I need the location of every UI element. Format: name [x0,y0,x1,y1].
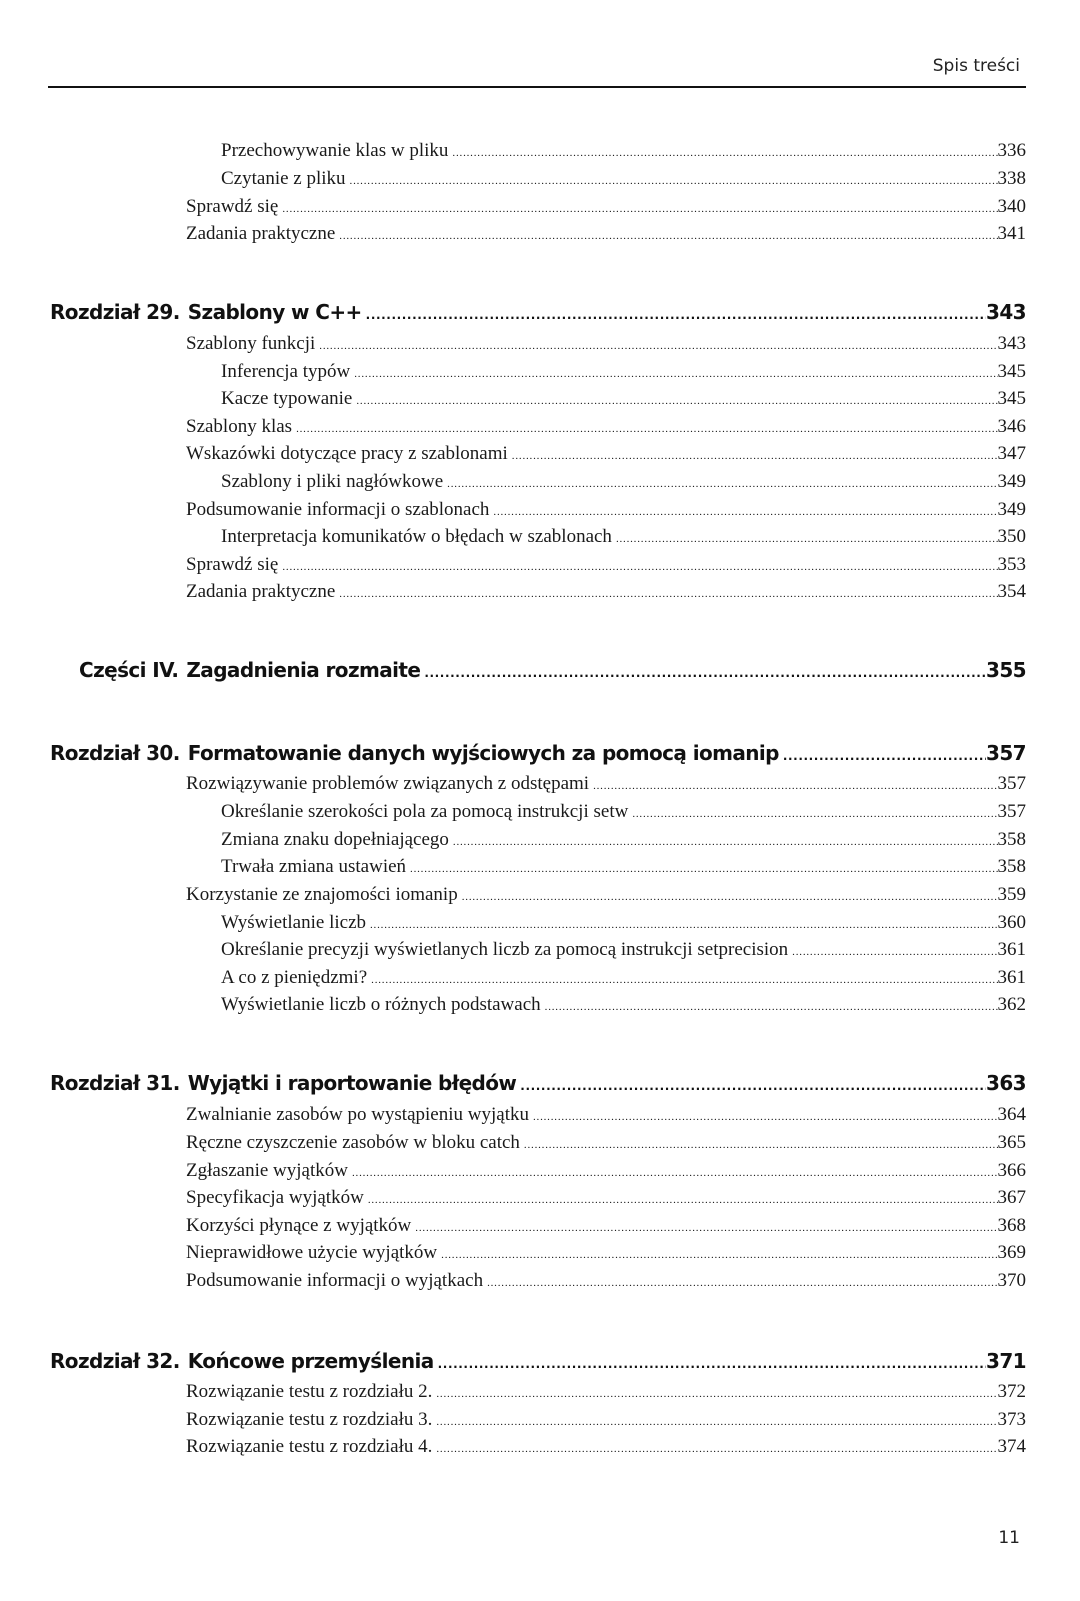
toc-entry-page: 349 [997,499,1026,520]
toc-entry-page: 347 [997,443,1026,464]
toc-entry[interactable] [186,416,1026,438]
toc-entry-title: Korzyści płynące z wyjątków [186,1215,412,1236]
dot-leader [424,658,986,678]
dot-leader [368,1187,998,1206]
toc-entry-title: Zadania praktyczne [186,223,336,244]
toc-entry[interactable] [186,1187,1026,1209]
toc-entry-page: 369 [997,1242,1026,1263]
toc-entry-page: 361 [997,967,1026,988]
toc-entry-title: Trwała zmiana ustawień [221,856,407,877]
toc-entry-page: 345 [997,361,1026,382]
dot-leader [319,333,997,352]
dot-leader [352,1160,998,1179]
toc-entry-title: Wyświetlanie liczb o różnych podstawach [221,994,541,1015]
toc-entry-page: 357 [997,773,1026,794]
dot-leader [415,1215,997,1234]
toc-entry-page: 374 [997,1436,1026,1457]
dot-leader [441,1242,997,1261]
toc-entry[interactable] [186,1160,1026,1182]
dot-leader [520,1071,986,1091]
toc-entry-title: Interpretacja komunikatów o błędach w szablonach [221,526,612,547]
toc-entry-title: Ręczne czyszczenie zasobów w bloku catch [186,1132,520,1153]
toc-entry-page: 343 [997,333,1026,354]
running-head: Spis treści [932,56,1020,76]
dot-leader [453,829,998,848]
dot-leader [512,443,998,462]
chapter-page: 357 [986,741,1026,765]
toc-entry-page: 357 [997,801,1026,822]
toc-entry[interactable] [221,912,1026,934]
dot-leader [356,388,997,407]
chapter-label: Rozdział 30. [50,741,180,765]
toc-entry-title: Wskazówki dotyczące pracy z szablonami [186,443,508,464]
toc-entry[interactable] [186,884,1026,906]
toc-entry-title: Rozwiązanie testu z rozdziału 2. [186,1381,433,1402]
dot-leader [371,967,997,986]
part-page: 355 [986,658,1026,682]
toc-entry-page: 349 [997,471,1026,492]
dot-leader [282,196,997,215]
toc-entry-page: 360 [997,912,1026,933]
toc-entry-title: Wyświetlanie liczb [221,912,366,933]
toc-entry[interactable] [186,581,1026,603]
dot-leader [616,526,998,545]
dot-leader [487,1270,997,1289]
dot-leader [545,994,998,1013]
chapter-title: Wyjątki i raportowanie błędów [187,1071,517,1095]
toc-entry-page: 370 [997,1270,1026,1291]
part-4-heading[interactable] [79,658,1026,682]
header-rule [48,86,1026,88]
dot-leader [410,856,997,875]
toc-entry-title: Sprawdź się [186,554,279,575]
toc-entry-page: 361 [997,939,1026,960]
toc-entry-title: Zadania praktyczne [186,581,336,602]
chapter-32-heading[interactable] [50,1349,1026,1373]
dot-leader [296,416,997,435]
toc-entry-page: 367 [997,1187,1026,1208]
chapter-title: Szablony w C++ [187,300,362,324]
dot-leader [438,1349,986,1369]
dot-leader [524,1132,998,1151]
toc-entry-title: Podsumowanie informacji o wyjątkach [186,1270,484,1291]
dot-leader [493,499,997,518]
toc-entry[interactable] [186,223,1026,245]
toc-entry[interactable] [221,801,1026,823]
toc-entry-page: 373 [997,1409,1026,1430]
toc-entry[interactable] [221,939,1026,961]
chapter-label: Rozdział 31. [50,1071,180,1095]
toc-entry[interactable] [186,443,1026,465]
toc-entry-page: 358 [997,856,1026,877]
toc-entry-page: 353 [997,554,1026,575]
toc-entry-page: 354 [997,581,1026,602]
dot-leader [783,741,986,761]
toc-entry-page: 366 [997,1160,1026,1181]
dot-leader [533,1104,998,1123]
toc-entry-page: 359 [997,884,1026,905]
chapter-page: 343 [986,300,1026,324]
chapter-label: Rozdział 32. [50,1349,180,1373]
dot-leader [593,773,997,792]
dot-leader [436,1381,997,1400]
toc-entry-title: Zmiana znaku dopełniającego [221,829,449,850]
chapter-title: Końcowe przemyślenia [187,1349,434,1373]
toc-entry-page: 340 [997,196,1026,217]
toc-entry-title: Korzystanie ze znajomości iomanip [186,884,458,905]
dot-leader [370,912,998,931]
toc-entry[interactable] [186,1132,1026,1154]
toc-entry-title: Szablony klas [186,416,293,437]
dot-leader [366,300,986,320]
toc-entry-title: Specyfikacja wyjątków [186,1187,364,1208]
toc-entry-title: Czytanie z pliku [221,168,346,189]
toc-entry-title: Szablony funkcji [186,333,316,354]
part-title: Zagadnienia rozmaite [186,658,421,682]
toc-entry-title: Inferencja typów [221,361,351,382]
toc-entry[interactable] [186,1381,1026,1403]
chapter-30-heading[interactable] [50,741,1026,765]
part-label: Części IV. [79,658,179,682]
toc-entry-page: 364 [997,1104,1026,1125]
dot-leader [339,223,997,242]
toc-entry-page: 362 [997,994,1026,1015]
toc-entry[interactable] [186,1104,1026,1126]
toc-entry[interactable] [186,499,1026,521]
toc-entry[interactable] [221,361,1026,383]
dot-leader [436,1436,997,1455]
page-number: 11 [998,1528,1020,1548]
dot-leader [632,801,997,820]
toc-entry[interactable] [221,388,1026,410]
dot-leader [350,168,998,187]
toc-entry[interactable] [186,333,1026,355]
toc-entry[interactable] [221,140,1026,162]
toc-entry[interactable] [186,1436,1026,1458]
toc-entry-page: 338 [997,168,1026,189]
toc-entry-title: Określanie precyzji wyświetlanych liczb za pomocą instrukcji setprecision [221,939,789,960]
toc-entry-title: Podsumowanie informacji o szablonach [186,499,490,520]
toc-entry-page: 345 [997,388,1026,409]
toc-entry-page: 358 [997,829,1026,850]
toc-entry-title: A co z pieniędzmi? [221,967,368,988]
dot-leader [339,581,997,600]
toc-entry[interactable] [221,168,1026,190]
toc-entry[interactable] [221,526,1026,548]
dot-leader [282,554,997,573]
toc-entry[interactable] [186,1409,1026,1431]
toc-entry-page: 341 [997,223,1026,244]
toc-entry-page: 346 [997,416,1026,437]
chapter-31-heading[interactable] [50,1071,1026,1095]
toc-entry[interactable] [186,1242,1026,1264]
toc-entry[interactable] [221,994,1026,1016]
toc-entry-page: 336 [997,140,1026,161]
toc-entry-page: 368 [997,1215,1026,1236]
toc-entry-title: Sprawdź się [186,196,279,217]
toc-entry-page: 365 [997,1132,1026,1153]
toc-entry-title: Rozwiązanie testu z rozdziału 4. [186,1436,433,1457]
toc-entry-title: Określanie szerokości pola za pomocą instrukcji setw [221,801,629,822]
toc-entry-title: Zwalnianie zasobów po wystąpieniu wyjątku [186,1104,529,1125]
dot-leader [447,471,997,490]
toc-entry-title: Rozwiązywanie problemów związanych z odstępami [186,773,590,794]
toc-entry[interactable] [221,967,1026,989]
toc-entry[interactable] [186,554,1026,576]
dot-leader [436,1409,997,1428]
toc-entry-page: 372 [997,1381,1026,1402]
toc-entry[interactable] [186,196,1026,218]
dot-leader [354,361,997,380]
chapter-page: 363 [986,1071,1026,1095]
dot-leader [452,140,997,159]
toc-entry[interactable] [221,829,1026,851]
toc-entry-title: Zgłaszanie wyjątków [186,1160,348,1181]
chapter-label: Rozdział 29. [50,300,180,324]
chapter-29-heading[interactable] [50,300,1026,324]
dot-leader [792,939,997,958]
toc-entry-title: Nieprawidłowe użycie wyjątków [186,1242,438,1263]
toc-entry-title: Przechowywanie klas w pliku [221,140,449,161]
chapter-title: Formatowanie danych wyjściowych za pomocą iomanip [187,741,779,765]
toc-entry-title: Kacze typowanie [221,388,353,409]
toc-entry-page: 350 [997,526,1026,547]
toc-entry[interactable] [186,1270,1026,1292]
toc-entry-title: Szablony i pliki nagłówkowe [221,471,444,492]
chapter-page: 371 [986,1349,1026,1373]
toc-entry[interactable] [221,856,1026,878]
toc-entry[interactable] [186,773,1026,795]
dot-leader [462,884,998,903]
toc-entry[interactable] [221,471,1026,493]
toc-entry-title: Rozwiązanie testu z rozdziału 3. [186,1409,433,1430]
toc-entry[interactable] [186,1215,1026,1237]
